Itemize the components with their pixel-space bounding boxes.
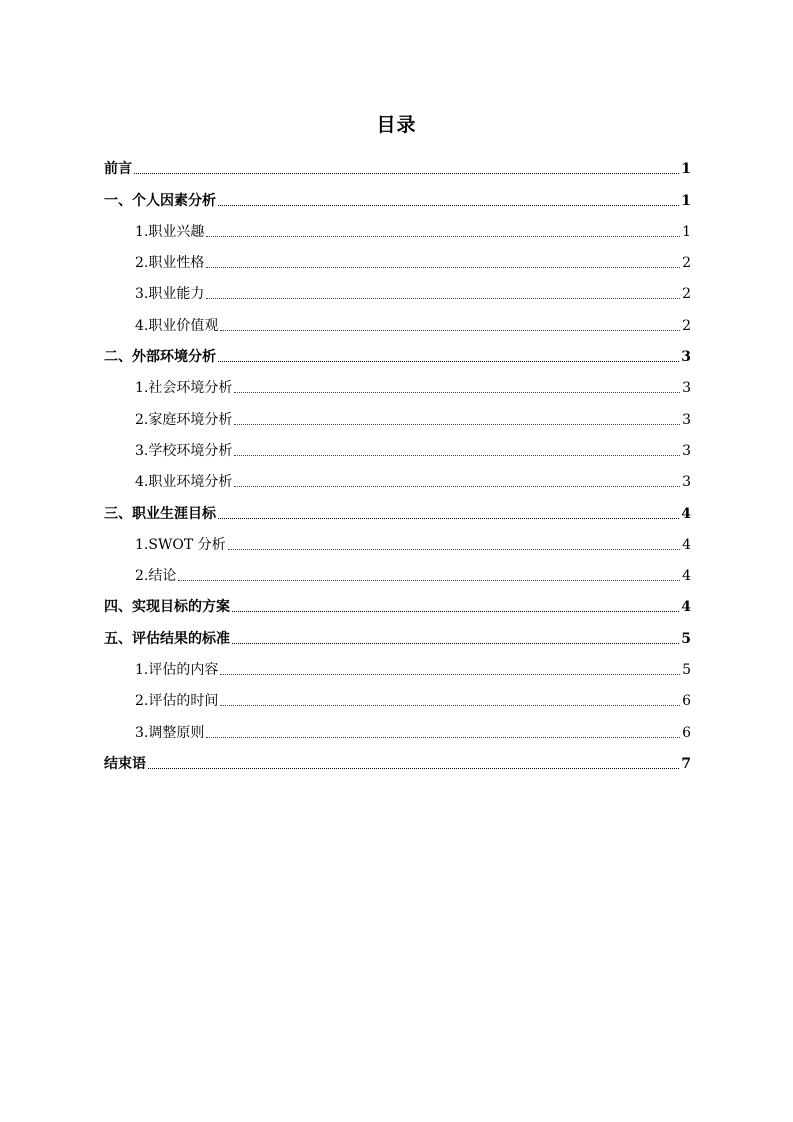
toc-section-entry[interactable] [104, 303, 691, 334]
toc-dot-leader [220, 705, 680, 706]
toc-page-number: 2 [682, 286, 691, 303]
toc-entry-label: 3.学校环境分析 [135, 442, 233, 459]
toc-chapter-entry[interactable] [104, 742, 691, 773]
toc-page-number: 4 [682, 568, 691, 585]
toc-entry-label: 2.家庭环境分析 [135, 411, 233, 428]
toc-page-number: 1 [682, 223, 691, 240]
toc-entry-label: 1.评估的内容 [135, 662, 219, 679]
toc-dot-leader [206, 298, 680, 299]
toc-dot-leader [232, 611, 679, 612]
toc-page-number: 2 [682, 317, 691, 334]
toc-section-entry[interactable] [104, 272, 691, 303]
toc-page-number: 3 [682, 474, 691, 491]
toc-section-entry[interactable] [104, 366, 691, 397]
toc-page-number: 4 [681, 599, 691, 616]
toc-dot-leader [206, 267, 680, 268]
toc-dot-leader [218, 205, 679, 206]
toc-entry-label: 四、实现目标的方案 [104, 599, 230, 616]
toc-entry-label: 1.职业兴趣 [135, 223, 205, 240]
toc-dot-leader [134, 173, 679, 174]
toc-entry-label: 结束语 [104, 755, 146, 772]
toc-section-entry[interactable] [104, 554, 691, 585]
toc-page-number: 4 [681, 505, 691, 522]
toc-entry-label: 三、职业生涯目标 [104, 505, 216, 522]
toc-chapter-entry[interactable] [104, 585, 691, 616]
toc-entry-label: 1.SWOT 分析 [135, 536, 226, 553]
toc-dot-leader [234, 455, 680, 456]
toc-entry-label: 2.职业性格 [135, 255, 205, 272]
toc-dot-leader [234, 486, 680, 487]
toc-page-number: 5 [681, 630, 691, 647]
toc-page-number: 3 [682, 411, 691, 428]
toc-section-entry[interactable] [104, 710, 691, 741]
toc-dot-leader [234, 424, 680, 425]
toc-page-number: 4 [682, 536, 691, 553]
toc-chapter-entry[interactable] [104, 491, 691, 522]
toc-title: 目录 [376, 114, 417, 136]
toc-chapter-entry[interactable] [104, 335, 691, 366]
toc-section-entry[interactable] [104, 241, 691, 272]
toc-section-entry[interactable] [104, 523, 691, 554]
toc-chapter-entry[interactable] [104, 616, 691, 647]
toc-entry-label: 前言 [104, 161, 132, 178]
toc-dot-leader [220, 330, 680, 331]
toc-entry-label: 1.社会环境分析 [135, 380, 233, 397]
toc-entry-label: 2.结论 [135, 568, 177, 585]
toc-section-entry[interactable] [104, 397, 691, 428]
toc-entry-label: 3.调整原则 [135, 724, 205, 741]
toc-page-number: 5 [682, 662, 691, 679]
toc-dot-leader [206, 737, 680, 738]
toc-dot-leader [218, 361, 679, 362]
toc-page-number: 6 [682, 724, 691, 741]
toc-entry-label: 一、个人因素分析 [104, 192, 216, 209]
toc-section-entry[interactable] [104, 648, 691, 679]
toc-page-number: 3 [682, 442, 691, 459]
toc-page-number: 2 [682, 255, 691, 272]
toc-entry-label: 2.评估的时间 [135, 693, 219, 710]
toc-section-entry[interactable] [104, 210, 691, 241]
toc-page-number: 1 [681, 192, 691, 209]
toc-dot-leader [178, 580, 680, 581]
toc-section-entry[interactable] [104, 460, 691, 491]
toc-list [104, 147, 691, 773]
toc-dot-leader [206, 236, 680, 237]
toc-chapter-entry[interactable] [104, 178, 691, 209]
toc-section-entry[interactable] [104, 429, 691, 460]
toc-dot-leader [228, 549, 680, 550]
toc-page-number: 3 [681, 349, 691, 366]
toc-chapter-entry[interactable] [104, 147, 691, 178]
toc-dot-leader [218, 518, 679, 519]
toc-entry-label: 3.职业能力 [135, 286, 205, 303]
toc-page-number: 7 [681, 755, 691, 772]
toc-section-entry[interactable] [104, 679, 691, 710]
toc-dot-leader [234, 392, 680, 393]
toc-entry-label: 五、评估结果的标准 [104, 630, 230, 647]
toc-entry-label: 4.职业环境分析 [135, 474, 233, 491]
toc-entry-label: 二、外部环境分析 [104, 349, 216, 366]
toc-page-number: 3 [682, 380, 691, 397]
toc-dot-leader [220, 674, 680, 675]
toc-page-number: 1 [681, 161, 691, 178]
toc-page-number: 6 [682, 693, 691, 710]
toc-dot-leader [148, 768, 679, 769]
toc-entry-label: 4.职业价值观 [135, 317, 219, 334]
toc-dot-leader [232, 643, 679, 644]
